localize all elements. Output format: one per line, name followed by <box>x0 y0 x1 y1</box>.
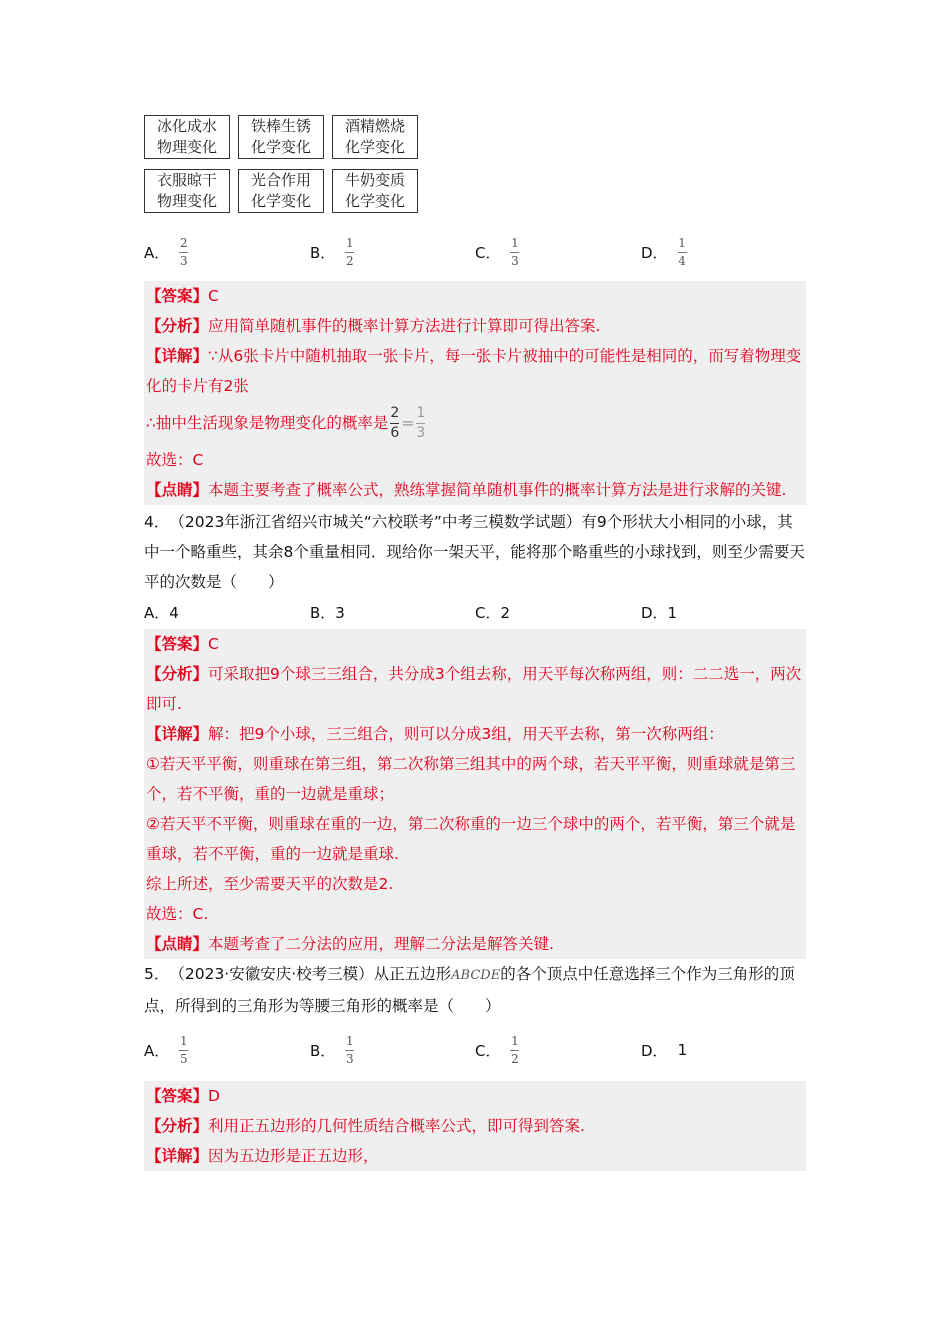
option-a: A． $\frac{2}{3}$ <box>144 235 188 268</box>
detail-line: 【详解】∵从6张卡片中随机抽取一张卡片，每一张卡片被抽中的可能性是相同的，而写着物理变化的卡片有2张 <box>146 347 802 395</box>
analysis-line: 【分析】可采取把9个球三三组合，共分成3个组去称，用天平每次称两组，则：二二选一，两次即可. <box>146 665 802 713</box>
option-d: D．1 <box>641 604 678 622</box>
analysis-line: 【分析】利用正五边形的几何性质结合概率公式，即可得到答案. <box>146 1117 585 1135</box>
comment-line: 【点睛】本题考查了二分法的应用，理解二分法是解答关键. <box>146 935 554 953</box>
detail-line: 【详解】因为五边形是正五边形， <box>146 1147 379 1165</box>
choose-line: 故选：C <box>146 451 204 469</box>
answer-line: 【答案】D <box>146 1087 220 1105</box>
answer-line: 【答案】C <box>146 635 219 653</box>
card: 牛奶变质 化学变化 <box>332 169 418 213</box>
card: 冰化成水 物理变化 <box>144 115 230 159</box>
case-1-line: ①若天平平衡，则重球在第三组，第二次称第三组其中的两个球，若天平平衡，则重球就是第三个，若不平衡，重的一边就是重球； <box>146 755 796 803</box>
case-2-line: ②若天平不平衡，则重球在重的一边，第二次称重的一边三个球中的两个，若平衡，第三个就是重球，若不平衡，重的一边就是重球. <box>146 815 796 863</box>
q5-stem: 5． （2023·安徽安庆·校考三模）从正五边形ABCDE的各个顶点中任意选择三个作为三角形的顶点，所得到的三角形为等腰三角形的概率是（ ） <box>144 965 795 1015</box>
card: 酒精燃烧 化学变化 <box>332 115 418 159</box>
choose-line: 故选：C. <box>146 905 209 923</box>
card: 衣服晾干 物理变化 <box>144 169 230 213</box>
analysis-line: 【分析】应用简单随机事件的概率计算方法进行计算即可得出答案. <box>146 317 601 335</box>
probability-line: ∴抽中生活现象是物理变化的概率是 $\frac{2}{6}$ = $\frac{1}{3}$ <box>146 405 426 441</box>
q3-options <box>144 229 806 275</box>
page <box>144 112 806 1171</box>
card: 光合作用 化学变化 <box>238 169 324 213</box>
option-b: B． $\frac{1}{2}$ <box>310 235 354 268</box>
card: 铁棒生锈 化学变化 <box>238 115 324 159</box>
option-c: C．2 <box>475 604 511 622</box>
card-grid <box>144 115 806 213</box>
summary-line: 综上所述，至少需要天平的次数是2. <box>146 875 394 893</box>
q4-stem: 4． （2023年浙江省绍兴市城关“六校联考”中考三模数学试题）有9个形状大小相同的小球，其中一个略重些，其余8个重量相同．现给你一架天平，能将那个略重些的小球找到，则至少需要天平的次数是（ ） <box>144 513 805 591</box>
comment-line: 【点睛】本题主要考查了概率公式，熟练掌握简单随机事件的概率计算方法是进行求解的关键. <box>146 481 787 499</box>
option-a: A．4 <box>144 604 179 622</box>
q3-answer-block <box>144 281 806 505</box>
answer-line: 【答案】C <box>146 287 219 305</box>
q4-answer-block <box>144 629 806 959</box>
q5-answer-block <box>144 1081 806 1171</box>
option-c: C． $\frac{1}{2}$ <box>475 1033 519 1066</box>
option-d: D． $\frac{1}{4}$ <box>641 235 686 268</box>
q4-options <box>144 597 806 629</box>
option-b: B．3 <box>310 604 345 622</box>
option-c: C． $\frac{1}{3}$ <box>475 235 519 268</box>
option-b: B． $\frac{1}{3}$ <box>310 1033 354 1066</box>
detail-line: 【详解】解：把9个小球，三三组合，则可以分成3组，用天平去称，第一次称两组： <box>146 725 724 743</box>
option-d: D． 1 <box>641 1041 688 1060</box>
q5-options <box>144 1027 806 1073</box>
option-a: A． $\frac{1}{5}$ <box>144 1033 188 1066</box>
